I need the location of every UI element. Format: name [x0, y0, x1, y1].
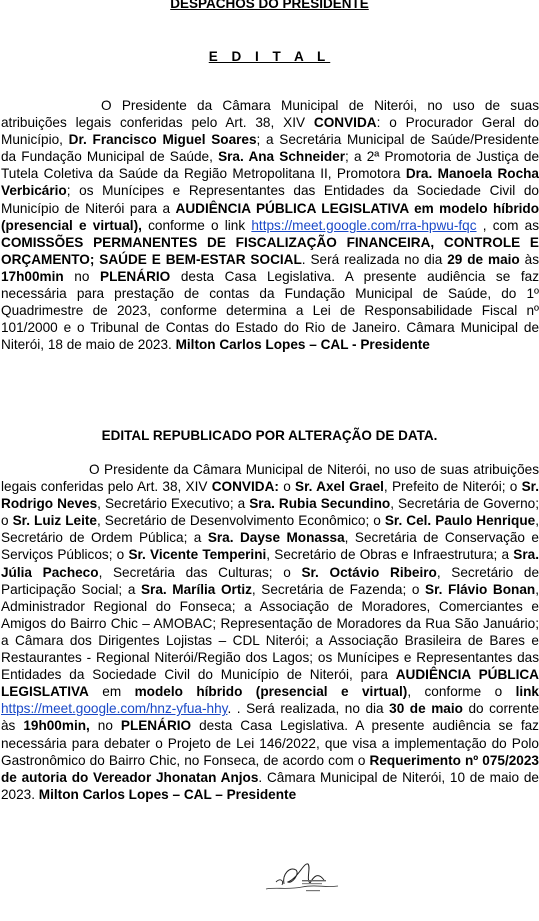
- signature-stamp: [262, 858, 342, 898]
- section-title: DESPACHOS DO PRESIDENTE: [170, 0, 369, 11]
- meeting-link[interactable]: https://meet.google.com/rra-hpwu-fqc: [251, 217, 477, 233]
- republished-heading: EDITAL REPUBLICADO POR ALTERAÇÃO DE DATA.: [101, 428, 438, 443]
- edital-heading: E D I T A L: [208, 49, 331, 64]
- edital-paragraph: O Presidente da Câmara Municipal de Niterói, no uso de suas atribuições legais conferidas pelo Art. 38, XIV CONVIDA: o Procurador Geral do Município, Dr. Francisco Miguel Soares; a Secretária Municipal de Saúde/Presidente da Fundação Municipal de Saúde, Sra. Ana Schneider; a 2ª Promotoria de Justiça de Tutela Coletiva da Saúde da Região Metropolitana II, Promotora Dra. Manoela Rocha Verbicário; os Munícipes e Representantes das Entidades da Sociedade Civil do Município de Niterói para a AUDIÊNCIA PÚBLICA LEGISLATIVA em modelo híbrido (presencial e virtual), conforme o link https://meet.google.com/rra-hpwu-fqc , com as COMISSÕES PERMANENTES DE FISCALIZAÇÃO FINANCEIRA, CONTROLE E ORÇAMENTO; SAÚDE E BEM-ESTAR SOCIAL. Será realizada no dia 29 de maio às 17h00min no PLENÁRIO desta Casa Legislativa. A presente audiência se faz necessária para prestação de contas da Fundação Municipal de Saúde, do 1º Quadrimestre de 2023, conforme determina a Lei de Responsabilidade Fiscal nº 101/2000 e o Tribunal de Contas do Estado do Rio de Janeiro. Câmara Municipal de Niterói, 18 de maio de 2023. Milton Carlos Lopes – CAL - Presidente: [1, 98, 539, 353]
- meeting-link[interactable]: https://meet.google.com/hnz-yfua-hhy: [1, 701, 228, 717]
- republished-paragraph: O Presidente da Câmara Municipal de Niterói, no uso de suas atribuições legais conferidas pelo Art. 38, XIV CONVIDA: o Sr. Axel Grael, Prefeito de Niterói; o Sr. Rodrigo Neves, Secretário Executivo; a Sra. Rubia Secundino, Secretária de Governo; o Sr. Luiz Leite, Secretário de Desenvolvimento Econômico; o Sr. Cel. Paulo Henrique, Secretário de Ordem Pública; a Sra. Dayse Monassa, Secretária de Conservação e Serviços Públicos; o Sr. Vicente Temperini, Secretário de Obras e Infraestrutura; a Sra. Júlia Pacheco, Secretária das Culturas; o Sr. Octávio Ribeiro, Secretário de Participação Social; a Sra. Marília Ortiz, Secretária de Fazenda; o Sr. Flávio Bonan, Administrador Regional do Fonseca; a Associação de Moradores, Comerciantes e Amigos do Bairro Chic – AMOBAC; Representação de Moradores da Rua São Januário; a Câmara dos Dirigentes Lojistas – CDL Niterói; a Associação Brasileira de Bares e Restaurantes - Regional Niterói/Região dos Lagos; os Munícipes e Representantes das Entidades da Sociedade Civil do Município de Niterói, para AUDIÊNCIA PÚBLICA LEGISLATIVA em modelo híbrido (presencial e virtual), conforme o link https://meet.google.com/hnz-yfua-hhy. . Será realizada, no dia 30 de maio do corrente às 19h00min, no PLENÁRIO desta Casa Legislativa. A presente audiência se faz necessária para debater o Projeto de Lei 146/2022, que visa a implementação do Polo Gastronômico do Bairro Chic, no Fonseca, de acordo com o Requerimento nº 075/2023 de autoria do Vereador Jhonatan Anjos. Câmara Municipal de Niterói, 10 de maio de 2023. Milton Carlos Lopes – CAL – Presidente: [1, 462, 539, 802]
